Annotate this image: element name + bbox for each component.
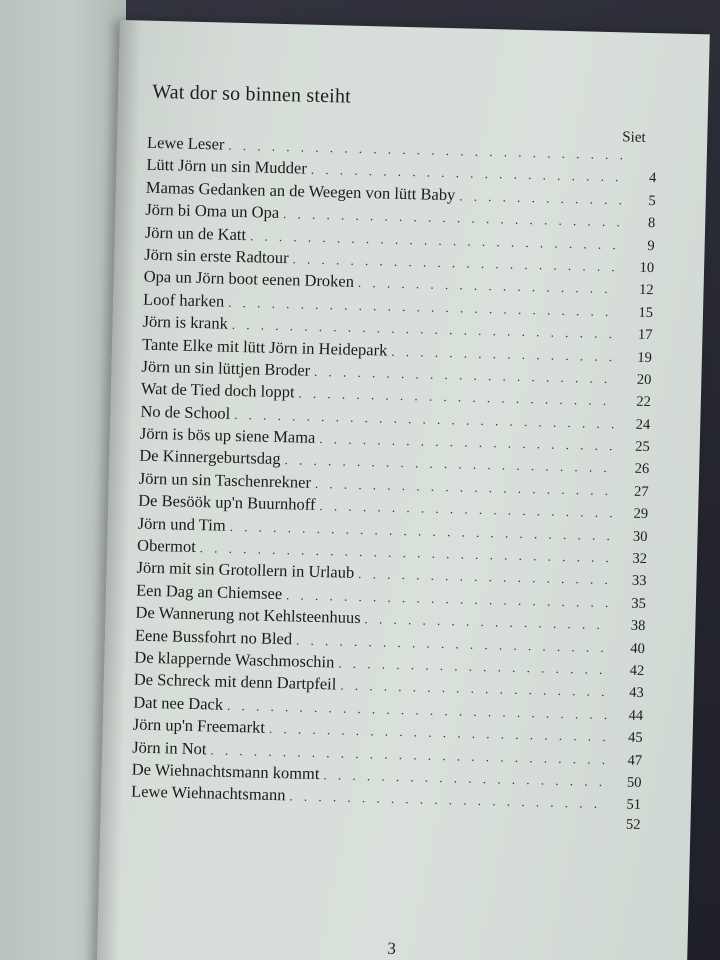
toc-entry-page: 12 [638,282,654,299]
toc-entry-title: Tante Elke mit lütt Jörn in Heidepark [141,334,388,360]
toc-entry-title: Obermot [136,535,197,557]
toc-entry-page: 8 [647,215,656,232]
toc-entry-title: Jörn und Tim [137,513,226,535]
toc-entry-title: De Schreck mit denn Dartpfeil [133,669,337,694]
toc-entry-page: 17 [637,326,653,344]
toc-entry-title: Jörn in Not [132,737,207,758]
toc-entry-page: 27 [633,483,649,500]
toc-entry-title: Eene Bussfohrt no Bled [134,625,293,648]
toc-entry-title: De Wiehnachtsmann kommt [131,759,320,784]
toc-entry-title: De klappernde Waschmoschin [134,647,335,672]
toc-entry-page: 10 [639,259,655,277]
toc-entry-title: Jörn sin erste Radtour [144,244,289,268]
toc-entry-page: 15 [638,304,654,321]
toc-entry-title: De Kinnergeburtsdag [139,446,281,469]
toc-entry-page: 9 [647,237,655,254]
toc-entry-page: 42 [629,662,645,679]
toc-entry-title: Loof harken [142,289,225,311]
toc-entry-page: 52 [625,816,641,833]
table-of-contents [130,133,657,839]
toc-entry-title: Jörn is krank [142,311,229,333]
toc-entry-title: Jörn un sin Taschenrekner [138,468,312,492]
toc-entry-page: 33 [631,573,647,590]
toc-entry-page: 29 [633,505,649,523]
toc-dot-leader [358,566,613,588]
toc-dot-leader [459,188,622,208]
toc-entry-page: 50 [626,774,642,791]
toc-entry-title: Jörn mit sin Grotollern in Urlaub [136,557,355,583]
toc-entry-title: De Besöök up'n Buurnhoff [138,490,316,515]
toc-entry-page [627,159,657,160]
toc-entry-title: Een Dag an Chiemsee [135,580,283,603]
toc-entry-page: 19 [637,349,653,366]
toc-entry-page: 51 [626,796,642,814]
toc-dot-leader [358,275,620,297]
toc-entry-title: Wat de Tied doch loppt [140,378,295,402]
toc-entry-page: 24 [635,416,651,433]
toc-entry-title: Jörn un de Katt [144,222,247,244]
book-page [97,20,710,960]
toc-entry-page: 35 [631,595,647,612]
toc-entry-page: 22 [636,394,652,411]
page-column-label: Siet [622,129,646,146]
toc-entry-title: Jörn bi Oma un Opa [145,199,280,223]
toc-entry-page: 44 [628,707,644,724]
page-number: 3 [387,938,397,959]
toc-entry-page: 30 [632,528,648,545]
toc-entry-page: 32 [632,550,648,568]
toc-entry-title: Jörn up'n Freemarkt [132,714,266,737]
toc-entry-page: 25 [635,438,650,456]
toc-dot-leader [391,343,618,365]
toc-entry-page: 43 [629,685,644,702]
toc-entry-title: Jörn is bös up siene Mama [139,423,316,447]
toc-entry-page: 45 [627,729,643,747]
toc-entry-title: Lütt Jörn un sin Mudder [146,155,308,178]
toc-entry-page: 40 [630,640,645,657]
toc-entry-title: Mamas Gedanken an de Weegen von lütt Baby [145,177,456,205]
toc-entry-title: No de School [140,401,231,423]
toc-entry-page: 47 [627,752,643,769]
toc-entry-title: De Wannerung not Kehlsteenhuus [135,602,361,628]
toc-entry-page: 20 [636,371,652,388]
toc-entry-title: Dat nee Dack [133,692,224,714]
toc-entry-title: Lewe Wiehnachtsmann [130,781,286,805]
toc-entry-title: Lewe Leser [146,132,225,154]
toc-entry-title: Jörn un sin lüttjen Broder [141,356,311,380]
toc-dot-leader [340,678,610,701]
toc-entry-title: Opa un Jörn boot eenen Droken [143,267,355,292]
toc-entry-page: 4 [648,170,657,187]
toc-dot-leader [338,656,610,679]
toc-entry-page: 5 [648,192,656,209]
toc-dot-leader [364,611,611,633]
toc-entry-page: 26 [634,461,650,478]
toc-entry-page: 38 [630,617,646,635]
toc-heading: Wat dor so binnen steiht [151,80,352,108]
